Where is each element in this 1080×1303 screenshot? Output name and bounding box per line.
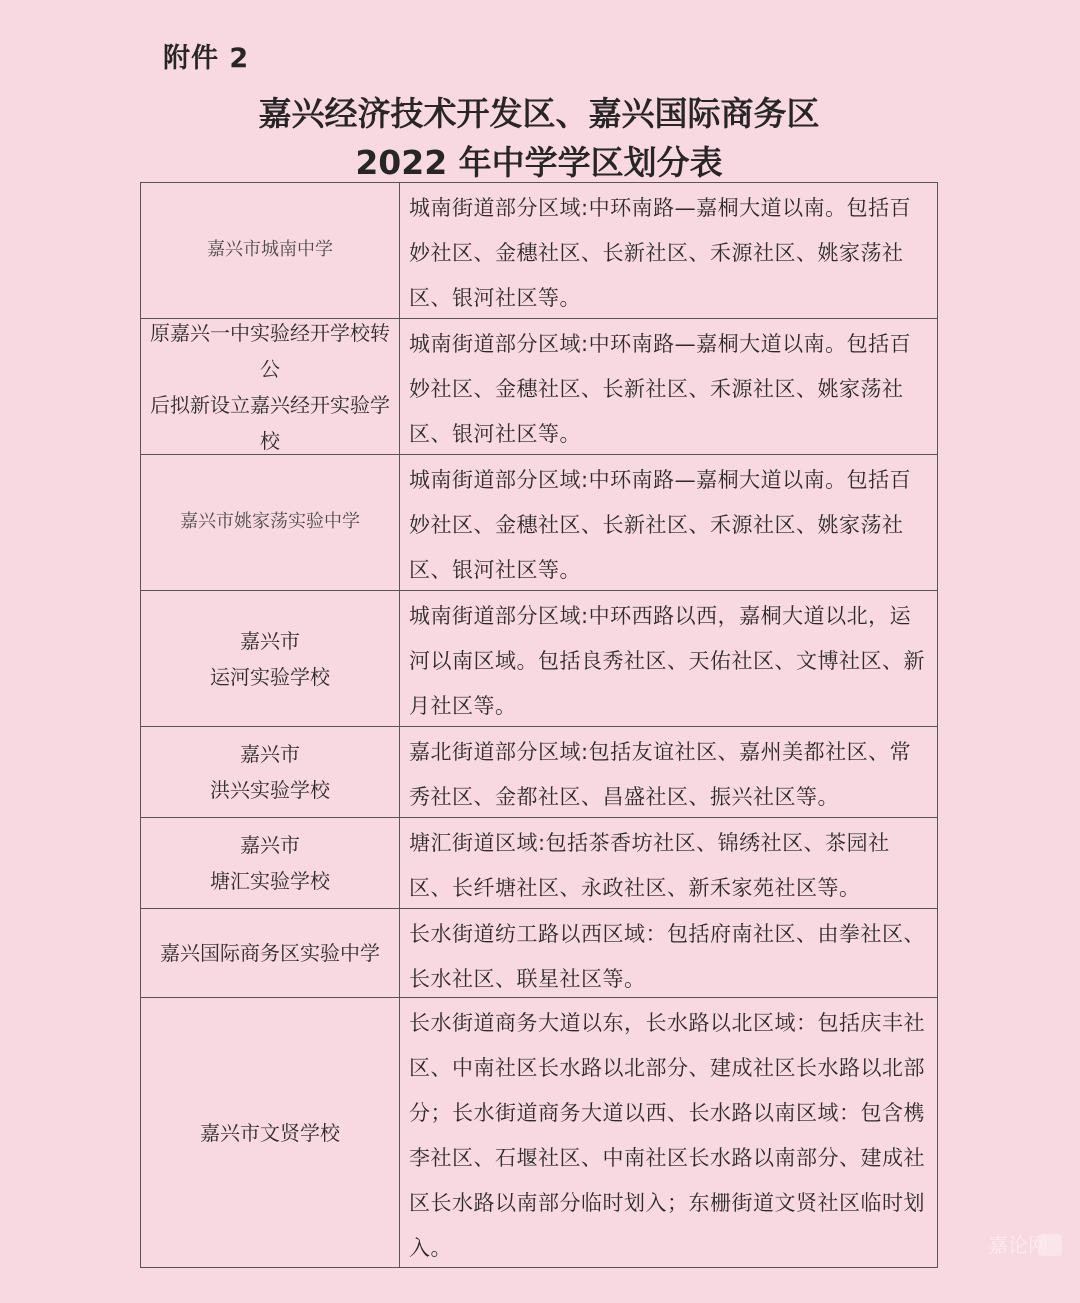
table-row	[141, 319, 937, 455]
table-row	[141, 909, 937, 998]
document-title-line-1: 嘉兴经济技术开发区、嘉兴国际商务区	[258, 94, 820, 133]
school-name-line: 嘉兴市	[240, 628, 300, 653]
table-row	[141, 455, 937, 591]
table-row	[141, 998, 937, 1268]
school-name	[141, 727, 400, 817]
school-name-line: 洪兴实验学校	[210, 778, 330, 802]
district-description: 城南街道部分区域:中环南路—嘉桐大道以南。包括百妙社区、金穗社区、长新社区、禾源社区、姚家荡社区、银河社区等。	[409, 196, 912, 310]
district-description: 长水街道纺工路以西区域：包括府南社区、由拳社区、长水社区、联星社区等。	[409, 922, 925, 991]
site-watermark-text: 嘉论网	[988, 1233, 1048, 1257]
district-description: 城南街道部分区域:中环南路—嘉桐大道以南。包括百妙社区、金穗社区、长新社区、禾源社区、姚家荡社区、银河社区等。	[409, 332, 912, 446]
site-watermark-logo	[986, 1228, 1066, 1264]
table-row	[141, 818, 937, 909]
attachment-label: 附件 2	[163, 43, 250, 74]
table-row	[141, 183, 937, 319]
school-name	[141, 818, 400, 908]
school-name	[141, 183, 400, 318]
district-description: 长水街道商务大道以东，长水路以北区域：包括庆丰社区、中南社区长水路以北部分、建成社区长水路以北部分；长水街道商务大道以西、长水路以南区域：包含槜李社区、石堰社区、中南社区长水路以南部分、建成社区长水路以南部分临时划入；东栅街道文贤社区临时划入。	[409, 1011, 925, 1260]
school-name-line: 塘汇实验学校	[210, 869, 330, 893]
school-name	[141, 455, 400, 590]
school-name	[141, 591, 400, 726]
table-row	[141, 727, 937, 818]
document-title-line-2: 2022 年中学学区划分表	[355, 143, 723, 182]
school-name-line: 嘉兴市文贤学校	[200, 1121, 340, 1145]
school-name	[141, 909, 400, 997]
school-name-line: 后拟新设立嘉兴经开实验学校	[150, 392, 390, 453]
district-description: 城南街道部分区域:中环西路以西，嘉桐大道以北，运河以南区域。包括良秀社区、天佑社区、文博社区、新月社区等。	[409, 604, 925, 718]
district-description: 塘汇街道区域:包括茶香坊社区、锦绣社区、茶园社区、长纤塘社区、永政社区、新禾家苑社区等。	[409, 831, 890, 900]
school-district-table	[140, 182, 938, 1268]
district-description: 城南街道部分区域:中环南路—嘉桐大道以南。包括百妙社区、金穗社区、长新社区、禾源社区、姚家荡社区、银河社区等。	[409, 468, 912, 582]
school-name-line: 嘉兴市	[240, 742, 300, 766]
school-name-line: 嘉兴市姚家荡实验中学	[180, 511, 360, 533]
school-name-line: 嘉兴市	[240, 833, 300, 857]
school-name-line: 嘉兴国际商务区实验中学	[160, 941, 380, 965]
district-description: 嘉北街道部分区域:包括友谊社区、嘉州美都社区、常秀社区、金都社区、昌盛社区、振兴社区等。	[409, 740, 912, 809]
school-name-line: 嘉兴市城南中学	[207, 239, 333, 261]
school-name-line: 运河实验学校	[210, 664, 330, 689]
school-name	[141, 319, 400, 454]
table-row	[141, 591, 937, 727]
school-name-line: 原嘉兴一中实验经开学校转公	[150, 320, 390, 381]
school-name	[141, 998, 400, 1268]
